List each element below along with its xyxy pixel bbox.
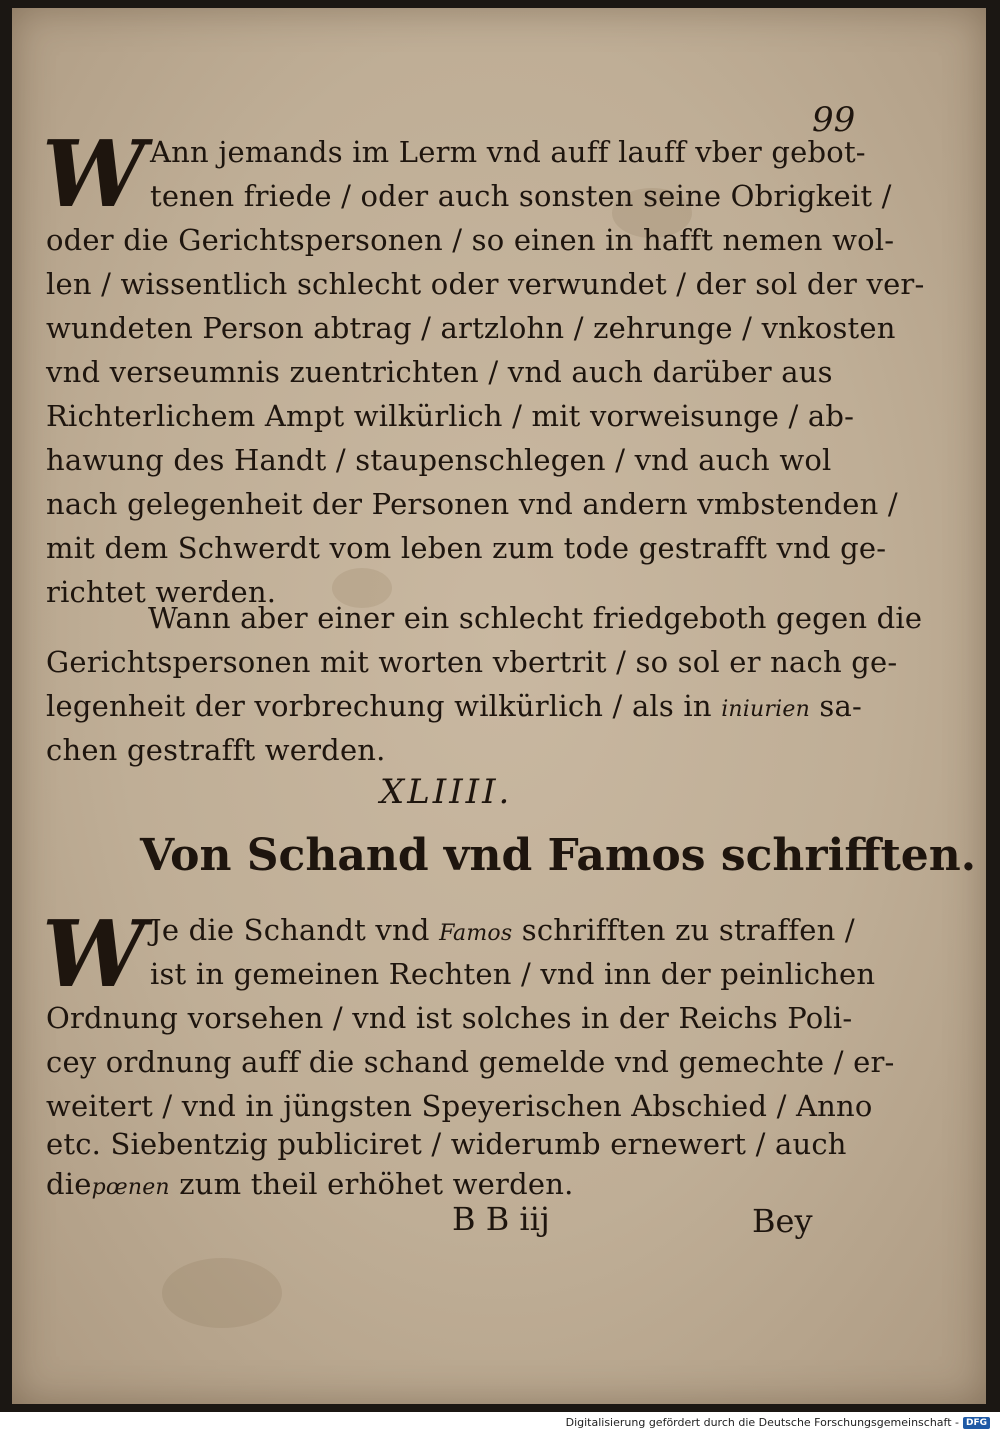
text-line: mit dem Schwerdt vom leben zum tode gestrafft vnd ge- [46, 531, 887, 565]
text-segment: zum theil erhöhet werden. [179, 1167, 574, 1201]
text-line: wundeten Person abtrag / artzlohn / zehrunge / vnkosten [46, 311, 896, 345]
text-line: richtet werden. [46, 575, 277, 609]
dropcap: W [42, 900, 146, 1008]
latin-word: pœnen [91, 1175, 170, 1200]
text-line: etc. Siebentzig publiciret / widerumb ernewert / auch [46, 1127, 847, 1161]
text-line: ist in gemeinen Rechten / vnd inn der peinlichen [150, 957, 876, 991]
text-segment: Je die Schandt vnd [150, 913, 430, 947]
footer-text: Digitalisierung gefördert durch die Deutsche Forschungsgemeinschaft - [565, 1416, 959, 1429]
text-line: Ann jemands im Lerm vnd auff lauff vber gebot- [150, 135, 866, 169]
text-line: len / wissentlich schlecht oder verwundet / der sol der ver- [46, 267, 925, 301]
signature-mark: B B iij [452, 1200, 550, 1238]
catchword: Bey [752, 1202, 813, 1240]
text-line: Ordnung vorsehen / vnd ist solches in der Reichs Poli- [46, 1001, 853, 1035]
page-number: 99 [812, 100, 856, 140]
digitization-footer [566, 1416, 990, 1429]
chapter-number: XLIIII. [380, 772, 513, 812]
dropcap: W [42, 120, 146, 228]
dfg-logo-icon: DFG [963, 1417, 990, 1429]
text-line: oder die Gerichtspersonen / so einen in hafft nemen wol- [46, 223, 895, 257]
text-line: nach gelegenheit der Personen vnd andern vmbstenden / [46, 487, 898, 521]
text-line: chen gestrafft werden. [46, 733, 386, 767]
paper-stain [162, 1258, 282, 1328]
text-line: Wann aber einer ein schlecht friedgeboth gegen die [148, 601, 923, 635]
latin-word: iniurien [721, 697, 810, 722]
text-line: tenen friede / oder auch sonsten seine Obrigkeit / [150, 179, 892, 213]
text-line: Gerichtspersonen mit worten vbertrit / so sol er nach ge- [46, 645, 898, 679]
text-line [150, 912, 855, 952]
text-segment: schrifften zu straffen / [521, 913, 855, 947]
text-line: Richterlichem Ampt wilkürlich / mit vorweisunge / ab- [46, 399, 855, 433]
text-segment: legenheit der vorbrechung wilkürlich / als in [46, 689, 712, 723]
text-line: hawung des Handt / staupenschlegen / vnd auch wol [46, 443, 832, 477]
text-segment: die [46, 1167, 92, 1201]
text-segment: sa- [819, 689, 862, 723]
chapter-title: Von Schand vnd Famos schrifften. [140, 830, 977, 881]
text-line: weitert / vnd in jüngsten Speyerischen Abschied / Anno [46, 1089, 873, 1123]
latin-word: Famos [439, 921, 513, 946]
text-line [46, 688, 862, 728]
text-line: vnd verseumnis zuentrichten / vnd auch darüber aus [46, 355, 833, 389]
text-line: cey ordnung auff die schand gemelde vnd gemechte / er- [46, 1045, 895, 1079]
